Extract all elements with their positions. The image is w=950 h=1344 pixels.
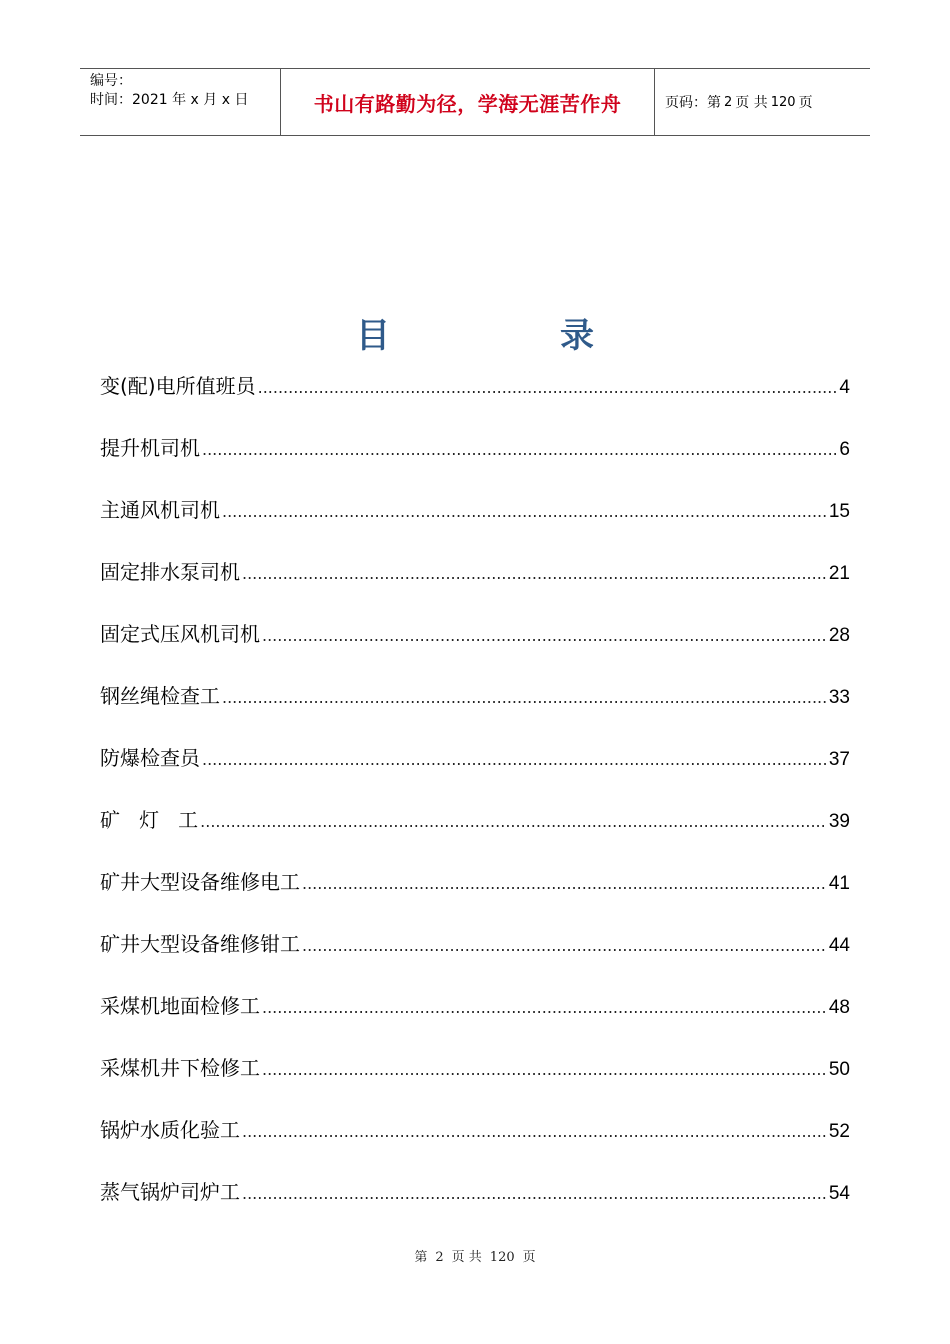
- toc-leader-dots: [202, 430, 837, 470]
- toc-leader-dots: [242, 1174, 827, 1214]
- toc-entry-label: 钢丝绳检查工: [100, 684, 220, 708]
- toc-entry[interactable]: [100, 924, 850, 986]
- footer-mid: 页 共: [451, 1250, 482, 1265]
- toc-entry-page: 28: [828, 625, 850, 646]
- toc-leader-dots: [262, 616, 827, 656]
- toc-entry[interactable]: [100, 428, 850, 490]
- header-page-prefix: 页码：第: [665, 95, 721, 111]
- toc-entry-label: 采煤机井下检修工: [100, 1056, 260, 1080]
- footer-total-pages: 120: [489, 1250, 515, 1265]
- toc-entry[interactable]: [100, 862, 850, 924]
- toc-leader-dots: [242, 1112, 827, 1152]
- toc-entry-label: 主通风机司机: [100, 498, 220, 522]
- toc-title: [0, 308, 950, 357]
- toc-entry-page: 37: [828, 749, 850, 770]
- footer-suffix: 页: [522, 1250, 536, 1265]
- toc-leader-dots: [302, 926, 827, 966]
- toc-entry-label: 矿井大型设备维修电工: [100, 870, 300, 894]
- toc-title-right: 录: [560, 316, 594, 356]
- toc-leader-dots: [200, 802, 827, 842]
- toc-entry-label: 固定排水泵司机: [100, 560, 240, 584]
- header-meta: [80, 69, 281, 135]
- toc-entry-label: 矿 灯 工: [100, 808, 199, 832]
- toc-leader-dots: [242, 554, 827, 594]
- toc-entry-label: 防爆检查员: [100, 746, 200, 770]
- toc-title-left: 目: [356, 316, 390, 356]
- table-of-contents: [100, 366, 850, 1234]
- toc-entry-page: 6: [839, 439, 850, 460]
- toc-entry-label: 变(配)电所值班员: [100, 374, 256, 398]
- toc-entry-page: 41: [828, 873, 850, 894]
- page-footer: [0, 1246, 950, 1265]
- footer-prefix: 第: [414, 1250, 428, 1265]
- toc-entry-page: 33: [828, 687, 850, 708]
- footer-current-page: 2: [435, 1250, 444, 1265]
- toc-entry-page: 48: [828, 997, 850, 1018]
- document-time-label: 时间：2021 年 x 月 x 日: [90, 92, 249, 108]
- toc-entry-page: 54: [828, 1183, 850, 1204]
- toc-entry[interactable]: [100, 614, 850, 676]
- toc-entry-page: 4: [839, 377, 850, 398]
- toc-entry-label: 矿井大型设备维修钳工: [100, 932, 300, 956]
- header-page-suffix: 页: [798, 95, 813, 111]
- header-page-total: 120: [770, 94, 796, 110]
- toc-leader-dots: [262, 988, 827, 1028]
- toc-entry-label: 提升机司机: [100, 436, 200, 460]
- toc-leader-dots: [202, 740, 827, 780]
- toc-entry[interactable]: [100, 1048, 850, 1110]
- toc-entry-label: 固定式压风机司机: [100, 622, 260, 646]
- header-page-current: 2: [724, 94, 733, 110]
- toc-leader-dots: [222, 492, 827, 532]
- toc-entry-page: 44: [828, 935, 850, 956]
- header-page-indicator: [655, 69, 870, 135]
- toc-leader-dots: [222, 678, 827, 718]
- toc-entry-label: 锅炉水质化验工: [100, 1118, 240, 1142]
- toc-entry-page: 21: [828, 563, 850, 584]
- page-header: [80, 68, 870, 136]
- toc-entry[interactable]: [100, 800, 850, 862]
- toc-entry[interactable]: [100, 1110, 850, 1172]
- toc-entry-label: 蒸气锅炉司炉工: [100, 1180, 240, 1204]
- toc-leader-dots: [258, 368, 838, 408]
- toc-entry[interactable]: [100, 738, 850, 800]
- toc-entry[interactable]: [100, 552, 850, 614]
- toc-entry[interactable]: [100, 676, 850, 738]
- toc-entry-page: 39: [828, 811, 850, 832]
- toc-leader-dots: [262, 1050, 827, 1090]
- toc-entry[interactable]: [100, 1172, 850, 1234]
- header-page-mid: 页 共: [735, 95, 768, 111]
- toc-entry-label: 采煤机地面检修工: [100, 994, 260, 1018]
- document-number-label: 编号：: [90, 73, 132, 89]
- header-motto: 书山有路勤为径，学海无涯苦作舟: [281, 69, 655, 135]
- toc-entry-page: 52: [828, 1121, 850, 1142]
- toc-entry[interactable]: [100, 490, 850, 552]
- toc-entry-page: 15: [828, 501, 850, 522]
- toc-entry-page: 50: [828, 1059, 850, 1080]
- toc-entry[interactable]: [100, 986, 850, 1048]
- toc-leader-dots: [302, 864, 827, 904]
- toc-entry[interactable]: [100, 366, 850, 428]
